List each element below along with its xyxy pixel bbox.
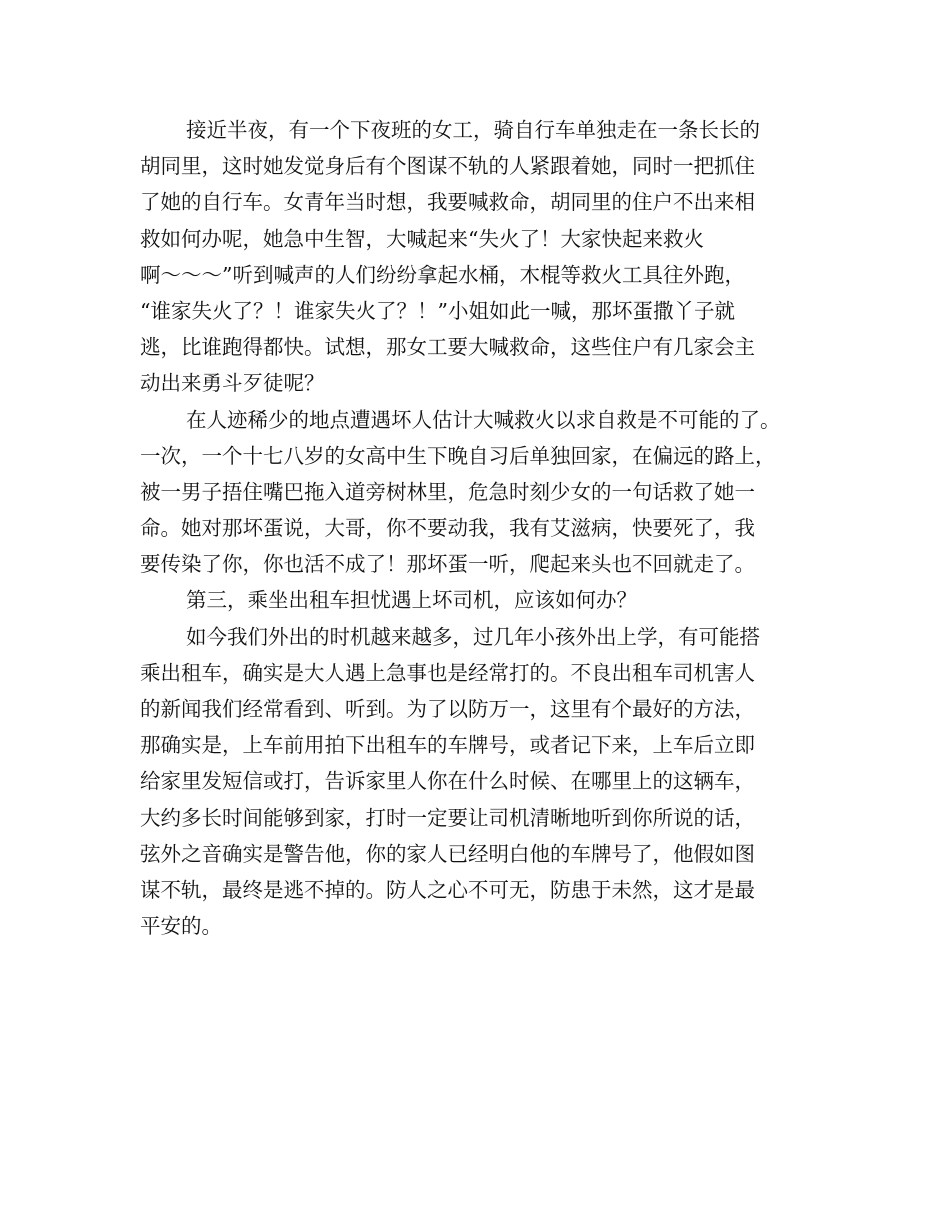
paragraph-1-line: “谁家失火了？！谁家失火了？！”小姐如此一喊，那坏蛋撒丫子就 bbox=[140, 298, 735, 323]
paragraph-1-line: 接近半夜，有一个下夜班的女工，骑自行车单独走在一条长长的 bbox=[186, 118, 760, 142]
paragraph-2-line: 一次，一个十七八岁的女高中生下晚自习后单独回家，在偏远的路上， bbox=[140, 443, 776, 468]
paragraph-1-line: 救如何办呢，她急中生智，大喊起来“失火了！大家快起来救火 bbox=[140, 226, 704, 251]
paragraph-2-line: 被一男子捂住嘴巴拖入道旁树林里，危急时刻少女的一句话救了她一 bbox=[140, 479, 755, 504]
paragraph-3-line: 的新闻我们经常看到、听到。为了以防万一，这里有个最好的方法， bbox=[140, 697, 755, 721]
paragraph-3-line: 谋不轨，最终是逃不掉的。防人之心不可无，防患于未然，这才是最 bbox=[140, 877, 755, 902]
paragraph-2-line: 在人迹稀少的地点遭遇坏人估计大喊救火以求自救是不可能的了。 bbox=[186, 407, 781, 432]
body-text bbox=[140, 112, 830, 944]
section-heading: 第三，乘坐出租车担忧遇上坏司机，应该如何办？ bbox=[186, 588, 637, 613]
paragraph-3-line: 如今我们外出的时机越来越多，过几年小孩外出上学，有可能搭 bbox=[186, 624, 760, 649]
paragraph-1-line: 了她的自行车。女青年当时想，我要喊救命，胡同里的住户不出来相 bbox=[140, 190, 755, 215]
paragraph-3-line: 给家里发短信或打，告诉家里人你在什么时候、在哪里上的这辆车， bbox=[140, 769, 755, 794]
paragraph-1-line: 动出来勇斗歹徒呢？ bbox=[140, 371, 325, 396]
paragraph-1-line: 胡同里，这时她发觉身后有个图谋不轨的人紧跟着她，同时一把抓住 bbox=[140, 154, 755, 179]
paragraph-1-line: 啊～～～”听到喊声的人们纷纷拿起水桶，木棍等救火工具往外跑， bbox=[140, 262, 745, 287]
paragraph-2-line: 命。她对那坏蛋说，大哥，你不要动我，我有艾滋病，快要死了，我 bbox=[140, 516, 755, 541]
paragraph-3-line: 那确实是，上车前用拍下出租车的车牌号，或者记下来，上车后立即 bbox=[140, 733, 755, 758]
paragraph-3-line: 大约多长时间能够到家，打时一定要让司机清晰地听到你所说的话， bbox=[140, 805, 755, 830]
paragraph-2-line: 要传染了你，你也活不成了！那坏蛋一听，爬起来头也不回就走了。 bbox=[140, 552, 755, 577]
paragraph-3-line: 乘出租车，确实是大人遇上急事也是经常打的。不良出租车司机害人 bbox=[140, 660, 755, 685]
paragraph-3-line: 平安的。 bbox=[140, 914, 222, 939]
paragraph-3-line: 弦外之音确实是警告他，你的家人已经明白他的车牌号了，他假如图 bbox=[140, 841, 755, 866]
paragraph-1-line: 逃，比谁跑得都快。试想，那女工要大喊救命，这些住户有几家会主 bbox=[140, 335, 755, 360]
